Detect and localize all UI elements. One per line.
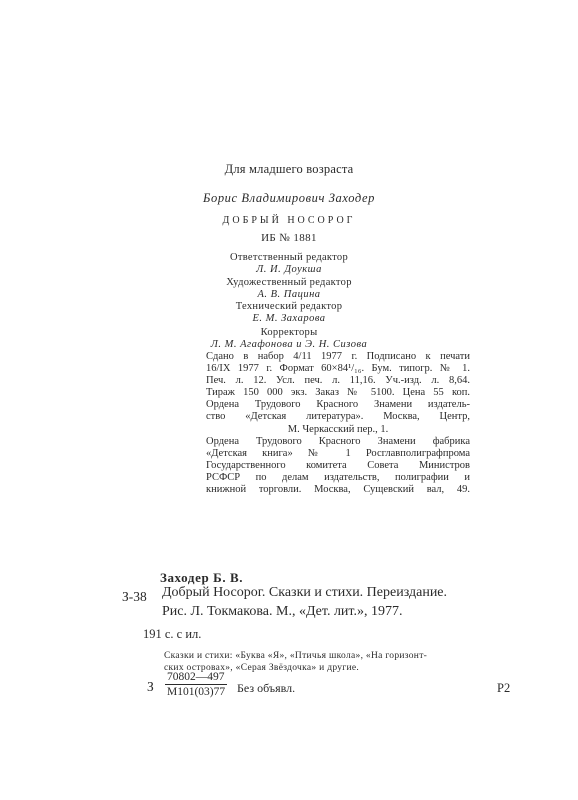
catalog-index-numerator: 70802—497 [167,671,225,683]
catalog-description-line: Добрый Носорог. Сказки и стихи. Переиздание. [162,585,448,600]
imprint-line: РСФСР по делам издательств, полиграфии и [206,471,470,483]
catalog-contents-line: ских островах», «Серая Звёздочка» и другие. [164,663,360,673]
credit-person-tech-editor: Е. М. Захарова [252,313,326,324]
credit-person-art-editor: А. В. Пацина [257,289,321,300]
book-title: ДОБРЫЙ НОСОРОГ [222,215,356,226]
imprint-line: Ордена Трудового Красного Знамени фабрика [206,435,470,447]
catalog-class-code: Р2 [497,681,511,695]
catalog-index-denominator: М101(03)77 [167,686,226,698]
imprint-line: М. Черкасский пер., 1. [287,423,389,435]
catalog-description-line: Рис. Л. Токмакова. М., «Дет. лит.», 1977. [162,604,403,619]
catalog-description [162,583,527,621]
imprint-line: Сдано в набор 4/11 1977 г. Подписано к печати [206,351,470,362]
catalog-price-note: Без объявл. [237,681,296,695]
credit-person-proofreaders: Л. М. Агафонова и Э. Н. Сизова [210,339,368,350]
catalog-author-code: З-38 [122,589,147,604]
credit-role-editor: Ответственный редактор [229,252,349,263]
ib-number: ИБ № 1881 [261,232,317,244]
catalog-pages: 191 с. с ил. [143,627,202,641]
credit-person-editor: Л. И. Доукша [256,264,322,275]
catalog-index-fraction [165,670,227,699]
imprint-line: ство «Детская литература». Москва, Центр, [206,411,470,423]
catalog-contents-line: Сказки и стихи: «Буква «Я», «Птичья школа», «На горизонт- [164,651,428,661]
imprint-line: 16/IX 1977 г. Формат 60×84¹/₁₆. Бум. типогр. № 1. [206,363,470,375]
imprint-line: книжной торговли. Москва, Сущевский вал, 49. [206,484,470,496]
imprint-line: Печ. л. 12. Усл. печ. л. 11,16. Уч.-изд. л. 8,64. [206,375,470,387]
catalog-index-letter: З [147,679,154,694]
imprint-line: Государственного комитета Совета Министров [206,459,470,471]
imprint-line: Ордена Трудового Красного Знамени издатель- [206,399,470,411]
catalog-author-index: Заходер Б. В. [160,570,244,585]
credit-role-proofreaders: Корректоры [260,327,318,338]
credit-role-art-editor: Художественный редактор [226,277,352,288]
imprint-line: «Детская книга» № 1 Росглавполиграфпрома [206,447,470,459]
credit-role-tech-editor: Технический редактор [235,301,343,312]
imprint-block [206,351,470,496]
author-full-name: Борис Владимирович Заходер [203,191,375,205]
audience-note: Для младшего возраста [224,162,354,176]
imprint-line: Тираж 150 000 экз. Заказ № 5100. Цена 55 коп. [206,387,470,399]
